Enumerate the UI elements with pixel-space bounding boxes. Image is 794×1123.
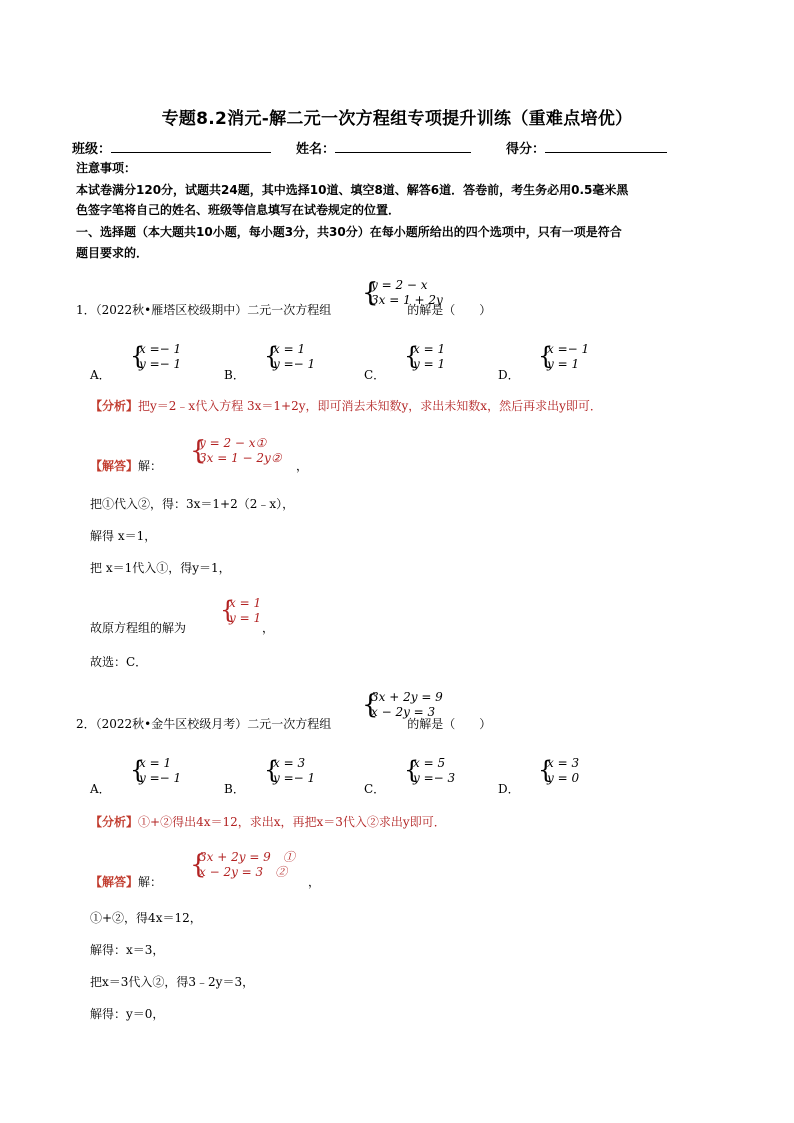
section-heading-cont: 题目要求的． — [76, 246, 149, 260]
q1-option-b-label[interactable]: B． — [224, 368, 245, 382]
q1-option-d-label[interactable]: D． — [498, 368, 520, 382]
q2-analysis-text: ①+②得出4x＝12，求出x，再把x＝3代入②求出y即可． — [138, 815, 446, 829]
q1-res-row2: y = 1 — [229, 611, 262, 625]
q2-option-c-label[interactable]: C． — [364, 782, 386, 796]
q1-option-c-label[interactable]: C． — [364, 368, 386, 382]
q2-d-row1: x = 3 — [547, 756, 580, 770]
q2-step-1: ①+②，得4x＝12， — [90, 911, 202, 925]
q2-sol-eq2: x − 2y = 3 ② — [199, 865, 288, 879]
q1-solution-pre: 解： — [138, 459, 163, 473]
q2-analysis — [90, 814, 446, 830]
name-blank[interactable] — [335, 138, 471, 153]
notice-line-1: 本试卷满分120分，试题共24题，其中选择10道、填空8道、解答6道．答卷前，考生务必用0.5毫米黑 — [76, 183, 629, 197]
q1-sol-eq1: y = 2 − x① — [199, 436, 267, 450]
notice-heading: 注意事项： — [76, 161, 137, 175]
q2-option-b-label[interactable]: B． — [224, 782, 245, 796]
q2-sol-eq1: 3x + 2y = 9 ① — [199, 850, 295, 864]
q1-eq-1: y = 2 − x — [371, 278, 428, 292]
name-field — [296, 138, 471, 157]
q2-a-row1: x = 1 — [139, 756, 172, 770]
class-blank[interactable] — [111, 138, 271, 153]
page-title: 专题8.2消元-解二元一次方程组专项提升训练（重难点培优） — [161, 109, 633, 129]
q2-c-row1: x = 5 — [413, 756, 446, 770]
class-field — [72, 138, 271, 157]
q2-step-2: 解得：x＝3， — [90, 943, 165, 957]
q1-c-row1: x = 1 — [413, 342, 446, 356]
q1-analysis-tag: 【分析】 — [90, 399, 139, 413]
q2-analysis-tag: 【分析】 — [90, 815, 139, 829]
q2-b-row1: x = 3 — [273, 756, 306, 770]
q2-step-4: 解得：y＝0， — [90, 1007, 165, 1021]
q1-step-1: 把①代入②，得：3x＝1+2（2﹣x）， — [90, 497, 295, 511]
q1-res-row1: x = 1 — [229, 596, 262, 610]
q2-b-row2: y =− 1 — [273, 771, 316, 785]
score-label: 得分： — [506, 142, 546, 157]
score-blank[interactable] — [545, 138, 667, 153]
q2-c-row2: y =− 3 — [413, 771, 456, 785]
q1-a-row1: x =− 1 — [139, 342, 182, 356]
q1-eq-2: 3x = 1 + 2y — [371, 293, 443, 307]
q2-eq-1: 3x + 2y = 9 — [371, 690, 443, 704]
q1-b-row1: x = 1 — [273, 342, 306, 356]
q2-option-d-label[interactable]: D． — [498, 782, 520, 796]
q2-solution-pre: 解： — [138, 875, 163, 889]
q1-solution-tag: 【解答】 — [90, 459, 139, 473]
document-page: 专题8.2消元-解二元一次方程组专项提升训练（重难点培优） 班级： 姓名： 得分： 注意事项： 本试卷满分120分，试题共24题，其中选择10道、填空8道、解答6道．答卷前，考生务必用0.5毫米黑 色签字笔将自己的姓名、班级等信息填写在试卷规定的位置． 一、选择题（本大题共10小题，每小题3分，共30分）在每小题所给出的四个选项中，只有一项是符合 题目要求的． 1．（2022秋•雁塔区校级期中）二元一次方程组 的解是（ ） { y = 2 − x 3x = 1 + 2y A． { x =− 1 y =− 1 B． { x = 1 y =− 1 C． { x = 1 y = 1 D． { x =− 1 y = 1 【分析】把y＝2﹣x代入方程 3x＝1+2y，即可消去未知数y，求出未知数x，然后再求出y即可． 【解答】解： { y = 2 − x① 3x = 1 − 2y② ， 把①代入②，得：3x＝1+2（2﹣x）， 解得 x＝1， 把 x＝1代入①，得y＝1， 故原方程组的解为 { x = 1 y = 1 ， 故选：C． 2．（2022秋•金牛区校级月考）二元一次方程组 的解是（ ） { 3x + 2y = 9 x − 2y = 3 A． { x = 1 y =− 1 B． { x = 3 y =− 1 C． { x = 5 y =− 3 D． { x = 3 y = 0 【分析】①+②得出4x＝12，求出x，再把x＝3代入②求出y即可． 【解答】解： { 3x + 2y = 9 ① x − 2y = 3 ② ， ①+②，得4x＝12， 解得：x＝3， 把x＝3代入②，得3﹣2y＝3， 解得：y＝0， — [0, 0, 794, 1123]
score-field — [506, 138, 667, 157]
q1-solution-intro — [90, 458, 162, 474]
q2-stem-post: 的解是（ ） — [407, 717, 492, 731]
q1-b-row2: y =− 1 — [273, 357, 316, 371]
class-label: 班级： — [72, 142, 112, 157]
q1-option-a-label[interactable]: A． — [90, 368, 111, 382]
q2-eq-2: x − 2y = 3 — [371, 705, 436, 719]
q1-d-row2: y = 1 — [547, 357, 580, 371]
notice-line-2: 色签字笔将自己的姓名、班级等信息填写在试卷规定的位置． — [76, 203, 401, 217]
q1-d-row1: x =− 1 — [547, 342, 590, 356]
q2-solution-tag: 【解答】 — [90, 875, 139, 889]
q1-stem-pre: 1．（2022秋•雁塔区校级期中）二元一次方程组 — [76, 303, 332, 317]
q1-a-row2: y =− 1 — [139, 357, 182, 371]
q2-solution-intro — [90, 874, 162, 890]
q1-step-3: 把 x＝1代入①，得y＝1， — [90, 561, 231, 575]
q1-c-row2: y = 1 — [413, 357, 446, 371]
q2-a-row2: y =− 1 — [139, 771, 182, 785]
q1-step-4: 故原方程组的解为 — [90, 621, 187, 635]
q2-step-3: 把x＝3代入②，得3﹣2y＝3， — [90, 975, 255, 989]
q2-option-a-label[interactable]: A． — [90, 782, 111, 796]
q1-analysis — [90, 398, 602, 414]
q1-choice: 故选：C． — [90, 655, 148, 669]
section-heading: 一、选择题（本大题共10小题，每小题3分，共30分）在每小题所给出的四个选项中，只有一项是符合 — [76, 225, 622, 239]
name-label: 姓名： — [296, 142, 336, 157]
q2-stem-pre: 2．（2022秋•金牛区校级月考）二元一次方程组 — [76, 717, 332, 731]
q1-stem-post: 的解是（ ） — [407, 303, 492, 317]
q1-step-2: 解得 x＝1， — [90, 529, 157, 543]
q2-d-row2: y = 0 — [547, 771, 580, 785]
q1-analysis-text: 把y＝2﹣x代入方程 3x＝1+2y，即可消去未知数y，求出未知数x，然后再求出y即可． — [138, 399, 602, 413]
q1-sol-eq2: 3x = 1 − 2y② — [199, 451, 282, 465]
